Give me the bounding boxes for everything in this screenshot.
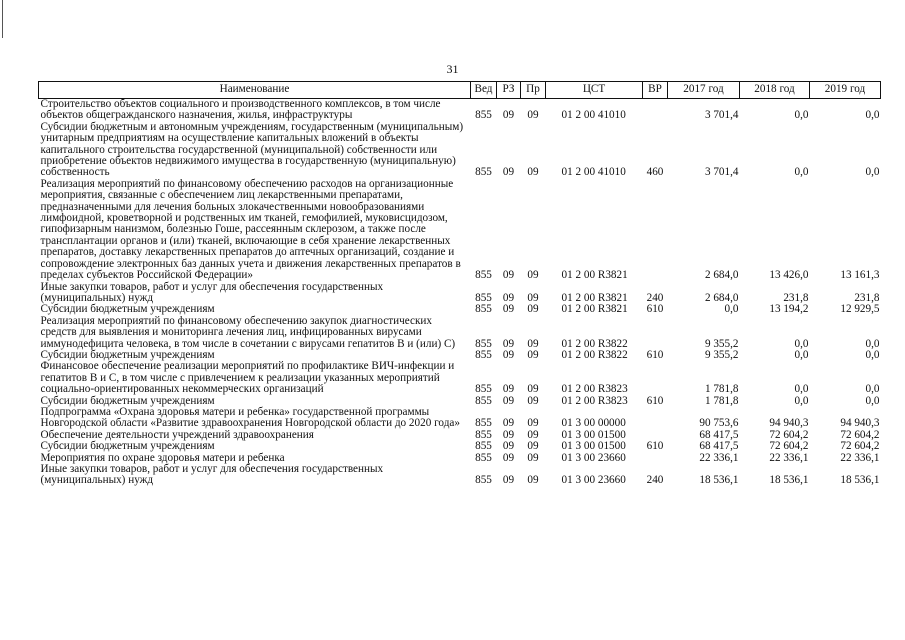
row-2019: 0,0 — [865, 166, 880, 179]
row-rz: 09 — [502, 383, 515, 396]
row-2017: 90 753,6 — [699, 417, 739, 430]
row-2017: 18 536,1 — [699, 474, 739, 487]
row-2017: 3 701,4 — [704, 166, 739, 179]
row-cst: 01 2 00 41010 — [561, 109, 626, 122]
table-row — [39, 361, 881, 395]
row-ved: 855 — [475, 166, 492, 179]
row-pr: 09 — [527, 303, 539, 316]
row-2018: 0,0 — [794, 337, 809, 350]
row-2018: 231,8 — [783, 291, 809, 304]
row-cst: 01 3 00 23660 — [561, 451, 626, 464]
row-name: Иные закупки товаров, работ и услуг для обеспечения государственных (муниципальных) нужд — [40, 280, 384, 304]
row-2017: 68 417,5 — [699, 428, 739, 441]
table-row — [39, 282, 881, 305]
row-2019: 0,0 — [865, 348, 880, 361]
row-2019: 22 336,1 — [840, 451, 880, 464]
row-2019: 12 929,5 — [840, 303, 880, 316]
row-ved: 855 — [475, 440, 492, 453]
row-2019: 72 604,2 — [840, 428, 880, 441]
row-2017: 1 781,8 — [704, 383, 739, 396]
row-ved: 855 — [475, 451, 492, 464]
row-pr: 09 — [527, 291, 539, 304]
column-header-vr: ВР — [643, 82, 668, 99]
row-rz: 09 — [502, 440, 515, 453]
table-body — [39, 99, 881, 487]
row-ved: 855 — [475, 394, 492, 407]
row-ved: 855 — [475, 337, 492, 350]
row-2017: 9 355,2 — [704, 337, 739, 350]
row-cst: 01 3 00 00000 — [561, 417, 626, 430]
row-vr — [643, 99, 668, 122]
row-2019: 0,0 — [865, 383, 880, 396]
row-2017: 0,0 — [724, 303, 739, 316]
row-ved: 855 — [475, 348, 492, 361]
row-2019: 0,0 — [865, 394, 880, 407]
column-header-name: Наименование — [39, 82, 471, 99]
budget-table — [38, 81, 881, 487]
row-2019: 18 536,1 — [840, 474, 880, 487]
row-name: Субсидии бюджетным учреждениям — [40, 440, 215, 453]
row-vr: 460 — [646, 166, 664, 179]
row-cst: 01 2 00 R3821 — [561, 269, 628, 282]
row-cst: 01 2 00 R3821 — [561, 303, 628, 316]
row-pr: 09 — [527, 383, 539, 396]
row-ved: 855 — [475, 109, 492, 122]
table-row — [39, 316, 881, 350]
row-pr: 09 — [527, 166, 539, 179]
row-2018: 13 194,2 — [769, 303, 809, 316]
row-ved: 855 — [475, 269, 492, 282]
margin-mark — [2, 0, 3, 38]
row-pr: 09 — [527, 440, 539, 453]
table-row — [39, 99, 881, 122]
table-row — [39, 304, 881, 315]
row-name: Реализация мероприятий по финансовому обеспечению закупок диагностических средств для выявления и мониторинга лечения лиц, инфицированных вирусами иммунодефицита человека, в том числе в сочетании с вирусами гепатитов В и (или) С) — [40, 314, 456, 350]
row-vr — [643, 316, 668, 350]
row-ved: 855 — [475, 303, 492, 316]
row-rz: 09 — [502, 109, 515, 122]
row-vr: 240 — [646, 474, 664, 487]
row-rz: 09 — [502, 269, 515, 282]
column-header-2019: 2019 год — [810, 82, 881, 99]
row-2017: 9 355,2 — [704, 348, 739, 361]
column-header-cst: ЦСТ — [546, 82, 643, 99]
row-cst: 01 2 00 41010 — [561, 166, 626, 179]
row-cst: 01 3 00 01500 — [561, 440, 626, 453]
row-pr: 09 — [527, 394, 539, 407]
row-vr — [643, 453, 668, 464]
row-2018: 13 426,0 — [769, 269, 809, 282]
row-rz: 09 — [502, 166, 515, 179]
row-2017: 3 701,4 — [704, 109, 739, 122]
table-header — [39, 82, 881, 99]
row-name: Реализация мероприятий по финансовому обеспечению расходов на организационные мероприятия, связанные с обеспечением лиц лекарственными препаратами, предназначенными для лечения больных злокачественными новообразованиями лимфоидной, кроветворной и родственных им тканей, гемофилией, муковисцидозом, гипофизарным нанизмом, болезнью Гоше, рассеянным склерозом, а также после трансплантации органов и (или) тканей, включающие в себя хранение лекарственных препаратов, доставку лекарственных препаратов до аптечных организаций, создание и сопровождение электронных баз данных учета и движения лекарственных препаратов в пределах субъектов Российской Федерации» — [40, 177, 461, 282]
table-row — [39, 179, 881, 282]
row-vr — [643, 361, 668, 395]
row-2018: 72 604,2 — [769, 440, 809, 453]
row-name: Обеспечение деятельности учреждений здравоохранения — [40, 428, 314, 441]
row-cst: 01 2 00 R3823 — [561, 394, 628, 407]
row-2019: 0,0 — [865, 109, 880, 122]
row-rz: 09 — [502, 291, 515, 304]
column-header-rz: РЗ — [497, 82, 521, 99]
row-pr: 09 — [527, 451, 539, 464]
row-ved: 855 — [475, 417, 492, 430]
row-2018: 18 536,1 — [769, 474, 809, 487]
row-pr: 09 — [527, 269, 539, 282]
row-pr: 09 — [527, 109, 539, 122]
row-vr: 610 — [646, 348, 664, 361]
row-cst: 01 3 00 23660 — [561, 474, 626, 487]
row-2018: 0,0 — [794, 166, 809, 179]
row-name: Иные закупки товаров, работ и услуг для обеспечения государственных (муниципальных) нужд — [40, 463, 384, 487]
row-name: Строительство объектов социального и производственного комплексов, в том числе объектов общегражданского назначения, жилья, инфраструктуры — [40, 98, 441, 122]
row-vr: 610 — [646, 440, 664, 453]
row-2019: 72 604,2 — [840, 440, 880, 453]
row-2018: 0,0 — [794, 383, 809, 396]
row-pr: 09 — [527, 474, 539, 487]
row-rz: 09 — [502, 337, 515, 350]
row-rz: 09 — [502, 303, 515, 316]
row-rz: 09 — [502, 348, 515, 361]
row-ved: 855 — [475, 428, 492, 441]
row-name: Подпрограмма «Охрана здоровья матери и ребенка» государственной программы Новгородской области «Развитие здравоохранения Новгородской области до 2020 года» — [40, 405, 460, 430]
row-name: Субсидии бюджетным и автономным учреждениям, государственным (муниципальным) унитарным предприятиям на осуществление капитальных вложений в объекты капитального строительства государственной (муниципальной) собственности или приобретение объектов недвижимого имущества в государственную (муниципальную) собственность — [40, 120, 464, 179]
row-name: Субсидии бюджетным учреждениям — [40, 303, 215, 316]
row-ved: 855 — [475, 474, 492, 487]
column-header-ved: Вед — [471, 82, 497, 99]
row-cst: 01 2 00 R3823 — [561, 383, 628, 396]
column-header-2018: 2018 год — [740, 82, 810, 99]
row-name: Мероприятия по охране здоровья матери и ребенка — [40, 451, 285, 464]
row-vr — [643, 179, 668, 282]
row-vr: 240 — [646, 291, 664, 304]
row-2017: 1 781,8 — [704, 394, 739, 407]
row-cst: 01 3 00 01500 — [561, 428, 626, 441]
row-vr: 610 — [646, 303, 664, 316]
row-ved: 855 — [475, 383, 492, 396]
row-2017: 2 684,0 — [704, 269, 739, 282]
table-row — [39, 464, 881, 487]
table-row — [39, 441, 881, 452]
row-2018: 72 604,2 — [769, 428, 809, 441]
row-name: Субсидии бюджетным учреждениям — [40, 348, 215, 361]
row-name: Финансовое обеспечение реализации мероприятий по профилактике ВИЧ-инфекции и гепатитов В и С, в том числе с привлечением к реализации указанных мероприятий социально-ориентированных некоммерческих организаций — [40, 360, 455, 396]
row-cst: 01 2 00 R3822 — [561, 337, 628, 350]
row-ved: 855 — [475, 291, 492, 304]
row-2017: 2 684,0 — [704, 291, 739, 304]
row-pr: 09 — [527, 428, 539, 441]
row-2017: 22 336,1 — [699, 451, 739, 464]
row-2019: 94 940,3 — [840, 417, 880, 430]
row-rz: 09 — [502, 474, 515, 487]
row-vr: 610 — [646, 394, 664, 407]
table-row — [39, 122, 881, 179]
row-pr: 09 — [527, 348, 539, 361]
row-2019: 13 161,3 — [840, 269, 880, 282]
row-2018: 0,0 — [794, 348, 809, 361]
column-header-pr: Пр — [521, 82, 546, 99]
row-rz: 09 — [502, 428, 515, 441]
row-2018: 0,0 — [794, 109, 809, 122]
row-cst: 01 2 00 R3821 — [561, 291, 628, 304]
row-rz: 09 — [502, 417, 515, 430]
row-2019: 0,0 — [865, 337, 880, 350]
row-2018: 22 336,1 — [769, 451, 809, 464]
row-cst: 01 2 00 R3822 — [561, 348, 628, 361]
table-row — [39, 407, 881, 430]
row-pr: 09 — [527, 417, 539, 430]
row-vr — [643, 407, 668, 430]
row-2019: 231,8 — [854, 291, 880, 304]
row-2018: 94 940,3 — [769, 417, 809, 430]
row-pr: 09 — [527, 337, 539, 350]
column-header-2017: 2017 год — [668, 82, 740, 99]
row-2018: 0,0 — [794, 394, 809, 407]
row-rz: 09 — [502, 394, 515, 407]
row-name: Субсидии бюджетным учреждениям — [40, 394, 215, 407]
page-number: 31 — [446, 62, 459, 76]
row-2017: 68 417,5 — [699, 440, 739, 453]
row-rz: 09 — [502, 451, 515, 464]
